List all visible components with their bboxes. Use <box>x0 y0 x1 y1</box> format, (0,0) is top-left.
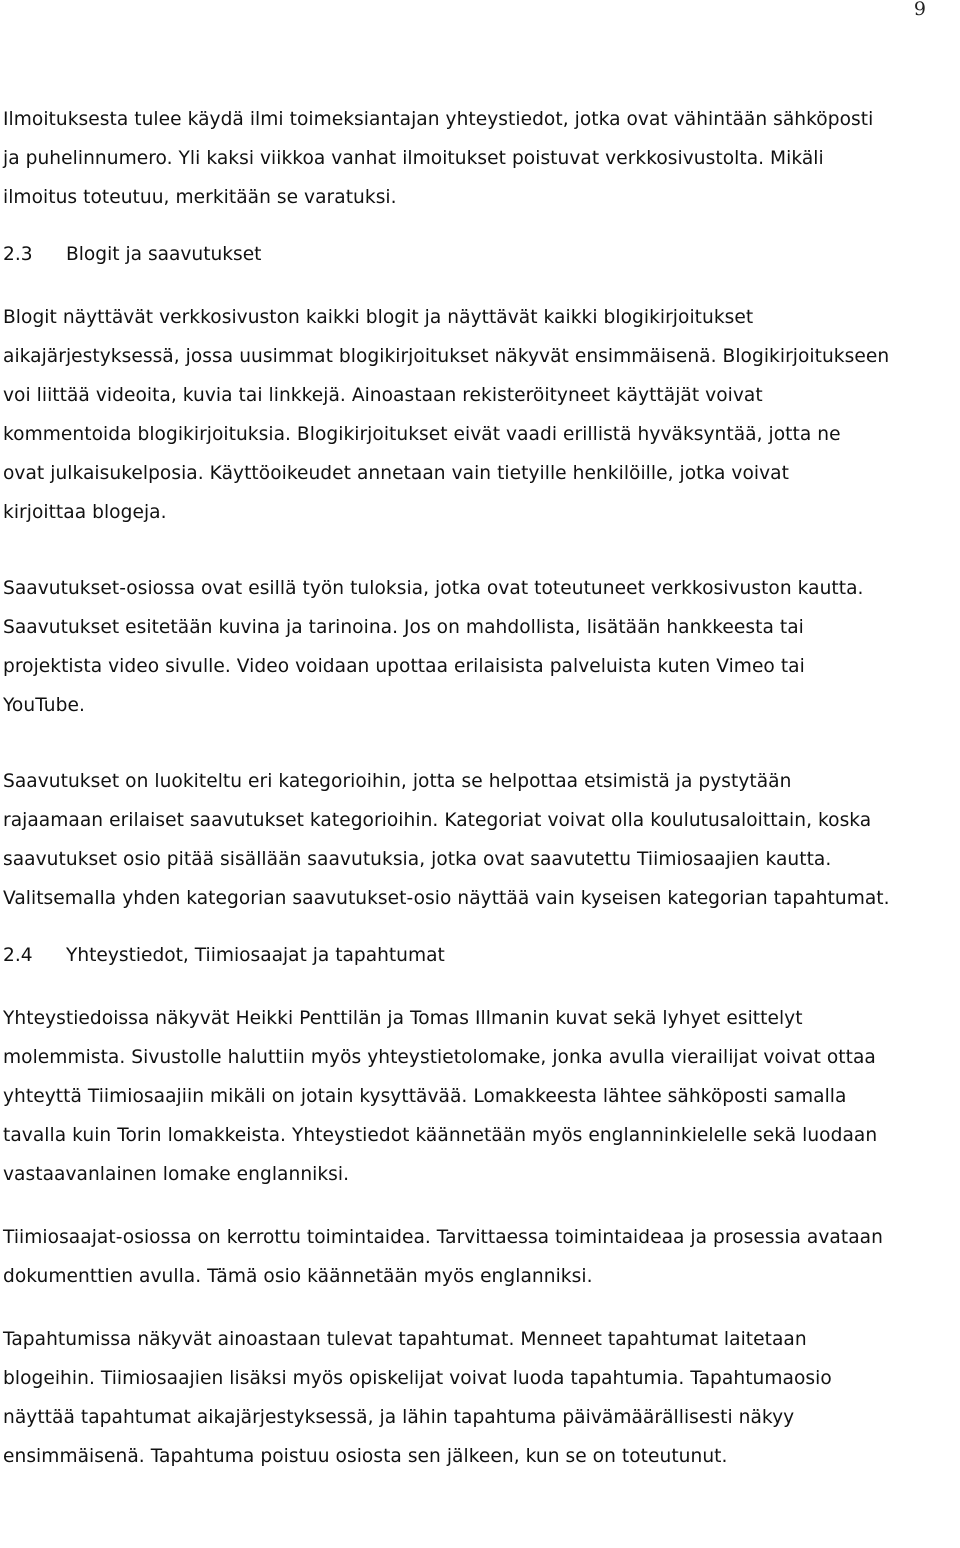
text-line: saavutukset osio pitää sisällään saavutuksia, jotka ovat saavutettu Tiimiosaajien kautta. <box>3 849 832 870</box>
text-line: rajaamaan erilaiset saavutukset kategorioihin. Kategoriat voivat olla koulutusaloittain, koska <box>3 810 872 831</box>
text-line: Yhteystiedoissa näkyvät Heikki Penttilän ja Tomas Illmanin kuvat sekä lyhyet esittelyt <box>3 1008 803 1029</box>
text-line: ilmoitus toteutuu, merkitään se varatuksi. <box>3 187 397 208</box>
section-title: Blogit ja saavutukset <box>66 244 262 265</box>
text-line: kommentoida blogikirjoituksia. Blogikirjoitukset eivät vaadi erillistä hyväksyntää, jotta ne <box>3 424 841 445</box>
text-line: Saavutukset on luokiteltu eri kategorioihin, jotta se helpottaa etsimistä ja pystytään <box>3 771 792 792</box>
paragraph-categories <box>3 762 958 918</box>
text-line: dokumenttien avulla. Tämä osio käännetään myös englanniksi. <box>3 1266 593 1287</box>
section-title: Yhteystiedot, Tiimiosaajat ja tapahtumat <box>66 945 445 966</box>
paragraph-achievements <box>3 569 958 725</box>
text-line: Tapahtumissa näkyvät ainoastaan tulevat tapahtumat. Menneet tapahtumat laitetaan <box>3 1329 807 1350</box>
text-line: Saavutukset-osiossa ovat esillä työn tuloksia, jotka ovat toteutuneet verkkosivuston kautta. <box>3 578 864 599</box>
document-body <box>3 100 958 1476</box>
text-line: molemmista. Sivustolle haluttiin myös yhteystietolomake, jonka avulla vierailijat voivat ottaa <box>3 1047 876 1068</box>
text-line: Valitsemalla yhden kategorian saavutukset-osio näyttää vain kyseisen kategorian tapahtumat. <box>3 888 890 909</box>
text-line: Tiimiosaajat-osiossa on kerrottu toimintaidea. Tarvittaessa toimintaideaa ja prosessia avataan <box>3 1227 883 1248</box>
text-line: YouTube. <box>3 695 85 716</box>
text-line: voi liittää videoita, kuvia tai linkkejä. Ainoastaan rekisteröityneet käyttäjät voivat <box>3 385 763 406</box>
text-line: tavalla kuin Torin lomakkeista. Yhteystiedot käännetään myös englanninkielelle sekä luodaan <box>3 1125 878 1146</box>
text-line: aikajärjestyksessä, jossa uusimmat blogikirjoitukset näkyvät ensimmäisenä. Blogikirjoitukseen <box>3 346 890 367</box>
section-heading-2-3 <box>3 235 958 274</box>
text-line: näyttää tapahtumat aikajärjestyksessä, ja lähin tapahtuma päivämäärällisesti näkyy <box>3 1407 795 1428</box>
text-line: Saavutukset esitetään kuvina ja tarinoina. Jos on mahdollista, lisätään hankkeesta tai <box>3 617 804 638</box>
section-number: 2.3 <box>3 244 33 265</box>
text-line: ovat julkaisukelposia. Käyttöoikeudet annetaan vain tietyille henkilöille, jotka voivat <box>3 463 789 484</box>
intro-paragraph <box>3 100 958 217</box>
text-line: vastaavanlainen lomake englanniksi. <box>3 1164 350 1185</box>
section-heading-2-4 <box>3 936 958 975</box>
page-number: 9 <box>913 0 926 20</box>
text-line: yhteyttä Tiimiosaajiin mikäli on jotain kysyttävää. Lomakkeesta lähtee sähköposti samalla <box>3 1086 847 1107</box>
text-line: ja puhelinnumero. Yli kaksi viikkoa vanhat ilmoitukset poistuvat verkkosivustolta. Mikäli <box>3 148 824 169</box>
text-line: blogeihin. Tiimiosaajien lisäksi myös opiskelijat voivat luoda tapahtumia. Tapahtumaosio <box>3 1368 832 1389</box>
paragraph-team <box>3 1218 958 1296</box>
text-line: kirjoittaa blogeja. <box>3 502 167 523</box>
text-line: Ilmoituksesta tulee käydä ilmi toimeksiantajan yhteystiedot, jotka ovat vähintään sähköposti <box>3 109 874 130</box>
text-line: Blogit näyttävät verkkosivuston kaikki blogit ja näyttävät kaikki blogikirjoitukset <box>3 307 754 328</box>
paragraph-contacts <box>3 999 958 1194</box>
paragraph-events <box>3 1320 958 1476</box>
text-line: ensimmäisenä. Tapahtuma poistuu osiosta sen jälkeen, kun se on toteutunut. <box>3 1446 728 1467</box>
text-line: projektista video sivulle. Video voidaan upottaa erilaisista palveluista kuten Vimeo tai <box>3 656 805 677</box>
paragraph-blogs <box>3 298 958 532</box>
section-number: 2.4 <box>3 945 33 966</box>
